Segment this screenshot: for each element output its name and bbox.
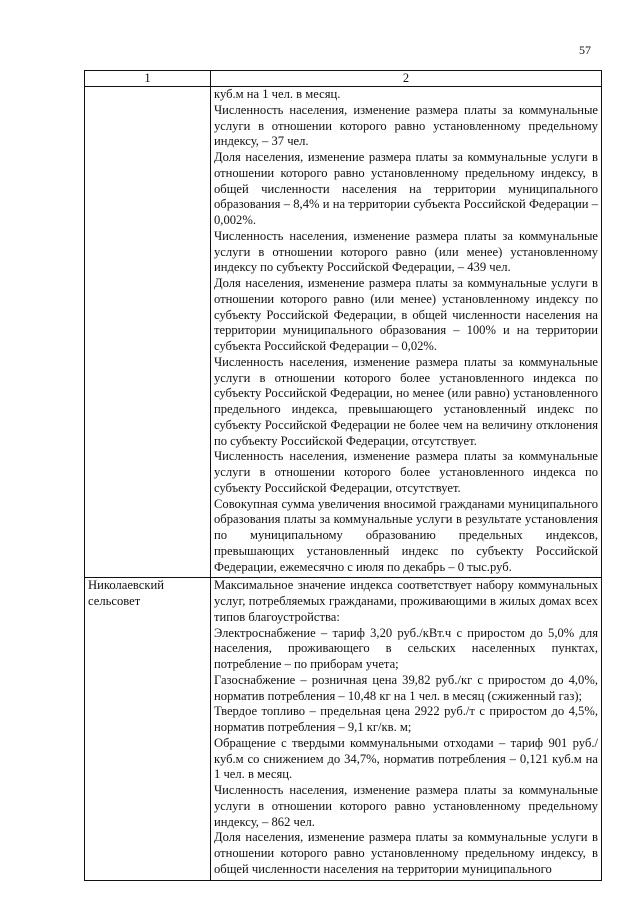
paragraph: Газоснабжение – розничная цена 39,82 руб./кг с приростом до 4,0%, норматив потребления – 10,48 кг на 1 чел. в месяц (сжиженный газ);: [214, 672, 598, 703]
indicator-text-cell: [211, 578, 602, 880]
municipality-name-cell: [85, 87, 211, 578]
paragraph: Численность населения, изменение размера платы за коммунальные услуги в отношении которого более установленного индекса по субъекту Российской Федерации, отсутствует.: [214, 449, 598, 495]
paragraph: куб.м на 1 чел. в месяц.: [214, 87, 341, 101]
document-table: [84, 70, 602, 881]
page-number: 57: [579, 43, 591, 57]
column-header-1: 1: [85, 71, 211, 87]
table-row: [85, 578, 602, 880]
paragraph: Совокупная сумма увеличения вносимой гражданами муниципального образования платы за коммунальные услуги в результате установления по муниципальному образованию предельных индексов, превышающих установленный индекс по субъекту Российской Федерации, ежемесячно с июля по декабрь – 0 тыс.руб.: [214, 496, 598, 574]
paragraph: Численность населения, изменение размера платы за коммунальные услуги в отношении которого равно установленному предельному индексу, – 862 чел.: [214, 783, 598, 829]
paragraph: Обращение с твердыми коммунальными отходами – тариф 901 руб./куб.м со снижением до 34,7%, норматив потребления – 0,121 куб.м на 1 чел. в месяц.: [214, 735, 598, 782]
paragraph: Доля населения, изменение размера платы за коммунальные услуги в отношении которого равно установленному предельному индексу, в общей численности населения на территории муниципального: [214, 830, 598, 876]
paragraph: Максимальное значение индекса соответствует набору коммунальных услуг, потребляемых гражданами, проживающими в жилых домах всех типов благоустройства:: [214, 578, 598, 624]
paragraph: Доля населения, изменение размера платы за коммунальные услуги в отношении которого равно установленному предельному индексу, в общей численности населения на территории муниципального образования – 8,4% и на территории субъекта Российской Федерации – 0,002%.: [214, 150, 598, 227]
table-row: [85, 87, 602, 578]
paragraph: Численность населения, изменение размера платы за коммунальные услуги в отношении которого равно установленному предельному индексу, – 37 чел.: [214, 102, 598, 149]
table-header-row: [85, 71, 602, 87]
paragraph: Численность населения, изменение размера платы за коммунальные услуги в отношении которого равно (или менее) установленному индексу по субъекту Российской Федерации, – 439 чел.: [214, 228, 598, 275]
municipality-name-cell: Николаевский сельсовет: [85, 578, 211, 880]
paragraph: Численность населения, изменение размера платы за коммунальные услуги в отношении которого более установленного индекса по субъекту Российской Федерации, но менее (или равно) установленного предельного индекса, превышающего установленный индекс по субъекту Российской Федерации не более чем на величину отклонения по субъекту Российской Федерации, отсутствует.: [214, 354, 598, 448]
paragraph: Твердое топливо – предельная цена 2922 руб./т с приростом до 4,5%, норматив потребления – 9,1 кг/кв. м;: [214, 704, 598, 734]
indicator-text-cell: [211, 87, 602, 578]
column-header-2: 2: [211, 71, 602, 87]
paragraph: Доля населения, изменение размера платы за коммунальные услуги в отношении которого равно (или менее) установленному индексу по субъекту Российской Федерации, в общей численности населения на территории муниципального образования – 100% и на территории субъекта Российской Федерации – 0,02%.: [214, 276, 598, 353]
paragraph: Электроснабжение – тариф 3,20 руб./кВт.ч с приростом до 5,0% для населения, проживающего в сельских населенных пунктах, потребление – по приборам учета;: [214, 625, 598, 671]
